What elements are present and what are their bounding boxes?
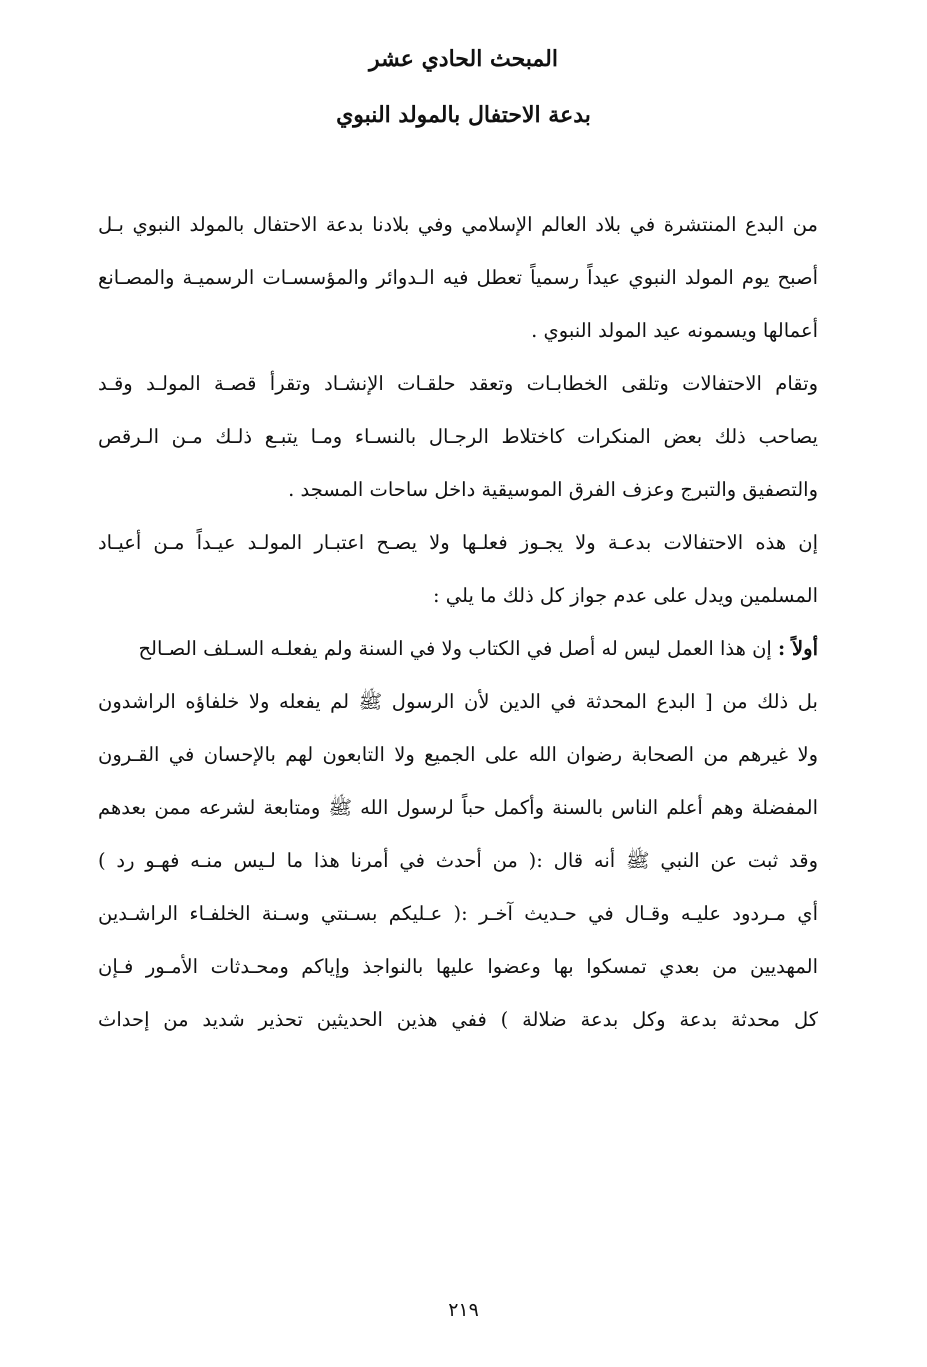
text-line: المسلمين ويدل على عدم جواز كل ذلك ما يلي : — [433, 584, 818, 607]
text-line: من البدع المنتشرة في بلاد العالم الإسلامي وفي بلادنا بدعة الاحتفال بالمولد النبوي بـل — [98, 213, 818, 236]
text-line: وتقام الاحتفالات وتلقى الخطابـات وتعقد حلقـات الإنشـاد وتقرأ قصـة المولـد وقـد — [98, 372, 818, 395]
text-line: أعمالها ويسمونه عيد المولد النبوي . — [531, 319, 818, 342]
text-line: والتصفيق والتبرج وعزف الفرق الموسيقية داخل ساحات المسجد . — [288, 478, 818, 501]
text-line: المفضلة وهم أعلم الناس بالسنة وأكمل حباً لرسول الله ﷺ ومتابعة لشرعه ممن بعدهم — [98, 796, 818, 819]
text-line: كل محدثة بدعة وكل بدعة ضلالة ) ففي هذين الحديثين تحذير شديد من إحداث — [98, 1008, 818, 1031]
text-line-first-point — [98, 622, 818, 675]
text-line: المهديين من بعدي تمسكوا بها وعضوا عليها بالنواجذ وإياكم ومحـدثات الأمـور فـإن — [98, 955, 818, 978]
text-line: وقد ثبت عن النبي ﷺ أنه قال :( من أحدث في أمرنا هذا ما لـيس منـه فهـو رد ) — [98, 849, 818, 872]
chapter-heading: المبحث الحادي عشر — [369, 46, 558, 72]
text-line: يصاحب ذلك بعض المنكرات كاختلاط الرجـال بالنسـاء ومـا يتبـع ذلـك مـن الـرقص — [98, 425, 818, 448]
text-line: بل ذلك من [ البدع المحدثة في الدين لأن الرسول ﷺ لم يفعله ولا خلفاؤه الراشدون — [98, 690, 818, 713]
text-line: إن هذه الاحتفالات بدعـة ولا يجـوز فعلـها ولا يصـح اعتبـار المولـد عيـداً مـن أعيـاد — [98, 531, 818, 554]
section-title: بدعة الاحتفال بالمولد النبوي — [336, 102, 591, 128]
page-number: ٢١٩ — [448, 1299, 479, 1321]
text-line: أي مـردود عليـه وقـال في حـديث آخـر :( عـليكم بسـنتي وسـنة الخلفـاء الراشـدين — [98, 902, 818, 925]
text-line: أصبح يوم المولد النبوي عيداً رسمياً تعطل فيه الـدوائر والمؤسسـات الرسميـة والمصـانع — [98, 266, 818, 289]
first-point-label: أولاً : — [778, 637, 818, 660]
text-line-body: إن هذا العمل ليس له أصل في الكتاب ولا في السنة ولم يفعلـه السـلف الصـالح — [138, 637, 772, 660]
body-text — [98, 198, 818, 1046]
text-line: ولا غيرهم من الصحابة رضوان الله على الجميع ولا التابعون لهم بالإحسان في القـرون — [98, 743, 818, 766]
